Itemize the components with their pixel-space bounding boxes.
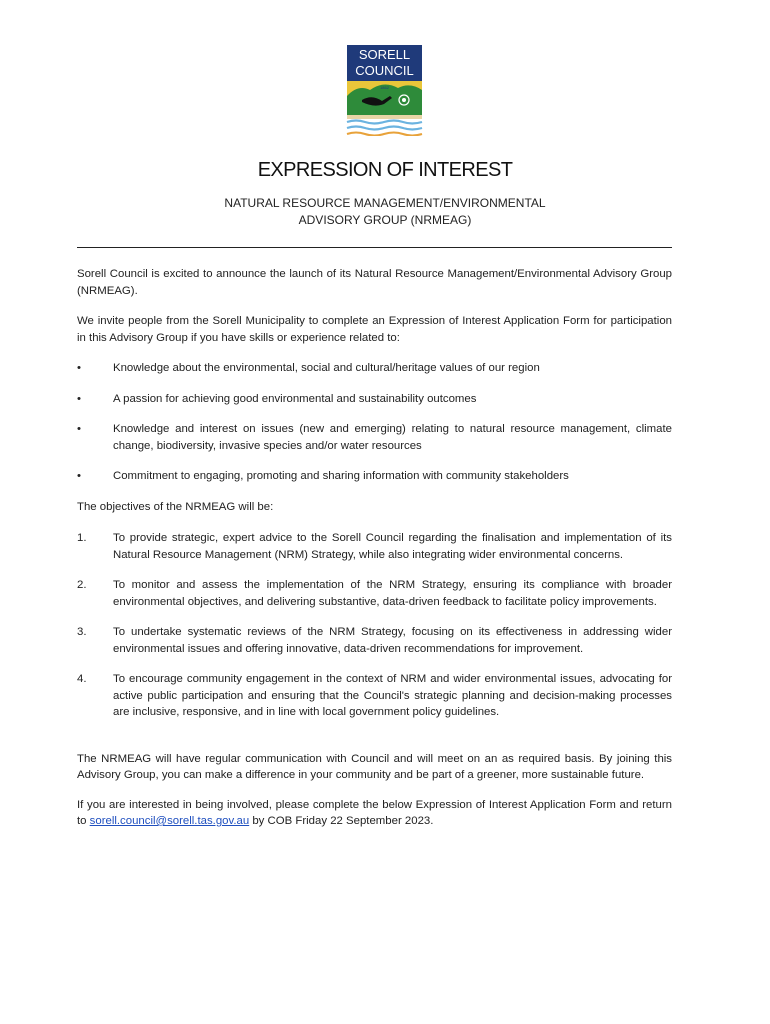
sorell-council-logo — [346, 44, 423, 136]
list-item — [77, 421, 672, 454]
objective-number: 2. — [77, 579, 87, 591]
objective-text: To encourage community engagement in the context of NRM and wider environmental issues, advocating for active public participation and ensuring that the Council's strategic planning and decision-making processes are inclusive, responsive, and in line with local government policy guidelines. — [113, 673, 672, 718]
bullet-marker: • — [77, 470, 81, 482]
list-item — [77, 360, 672, 377]
document-body — [77, 266, 672, 830]
closing-text-after: by COB Friday 22 September 2023. — [249, 815, 434, 827]
closing-paragraph-1: The NRMEAG will have regular communication with Council and will meet on an as required basis. By joining this Advisory Group, you can make a difference in your community and be part of a greener, more sustainable future. — [77, 752, 672, 781]
list-item — [77, 530, 672, 563]
document-title: EXPRESSION OF INTEREST — [257, 159, 513, 181]
skills-bullet-list — [77, 360, 672, 485]
logo-est: 1862 — [380, 85, 389, 90]
bullet-text: Knowledge and interest on issues (new and emerging) relating to natural resource management, climate change, biodiversity, invasive species and/or water resources — [113, 423, 672, 452]
bullet-text: A passion for achieving good environmental and sustainability outcomes — [113, 392, 477, 405]
document-subtitle — [0, 195, 770, 229]
objective-number: 3. — [77, 626, 87, 638]
list-item — [77, 391, 672, 408]
header-divider — [77, 247, 672, 248]
objective-number: 4. — [77, 673, 87, 685]
list-item — [77, 468, 672, 485]
logo-line2: COUNCIL — [355, 63, 414, 78]
bullet-marker: • — [77, 362, 81, 374]
list-item — [77, 624, 672, 657]
bullet-text: Commitment to engaging, promoting and sharing information with community stakeholders — [113, 470, 569, 482]
subtitle-line-1: NATURAL RESOURCE MANAGEMENT/ENVIRONMENTAL — [224, 196, 546, 210]
logo-line1: SORELL — [358, 47, 411, 62]
objectives-heading: The objectives of the NRMEAG will be: — [77, 500, 274, 513]
council-crest-icon — [346, 44, 423, 136]
closing-paragraph-2 — [77, 797, 672, 830]
bullet-text: Knowledge about the environmental, social and cultural/heritage values of our region — [113, 362, 540, 374]
list-item — [77, 577, 672, 610]
bullet-marker: • — [77, 423, 81, 435]
objectives-list — [77, 530, 672, 721]
intro-paragraph-1: Sorell Council is excited to announce the launch of its Natural Resource Management/Environmental Advisory Group (NRMEAG). — [77, 268, 672, 297]
closing-text-before: If you are interested in being involved, please complete the below Expression of Interest Application Form and return to — [77, 798, 672, 827]
objective-text: To monitor and assess the implementation of the NRM Strategy, ensuring its compliance with broader environmental objectives, and delivering substantive, data-driven feedback to facilitate policy improvements. — [113, 579, 672, 608]
objective-text: To undertake systematic reviews of the NRM Strategy, focusing on its effectiveness in addressing wider environmental issues and offering innovative, data-driven recommendations for improvement. — [113, 626, 672, 655]
objective-text: To provide strategic, expert advice to the Sorell Council regarding the finalisation and implementation of its Natural Resource Management (NRM) Strategy, while also integrating wider environmental concerns. — [113, 532, 672, 561]
email-link[interactable]: sorell.council@sorell.tas.gov.au — [89, 815, 250, 827]
subtitle-line-2: ADVISORY GROUP (NRMEAG) — [298, 213, 472, 227]
list-item — [77, 671, 672, 721]
objective-number: 1. — [77, 532, 87, 544]
intro-paragraph-2: We invite people from the Sorell Municipality to complete an Expression of Interest Application Form for participation in this Advisory Group if you have skills or experience related to: — [77, 315, 672, 344]
bullet-marker: • — [77, 392, 81, 405]
